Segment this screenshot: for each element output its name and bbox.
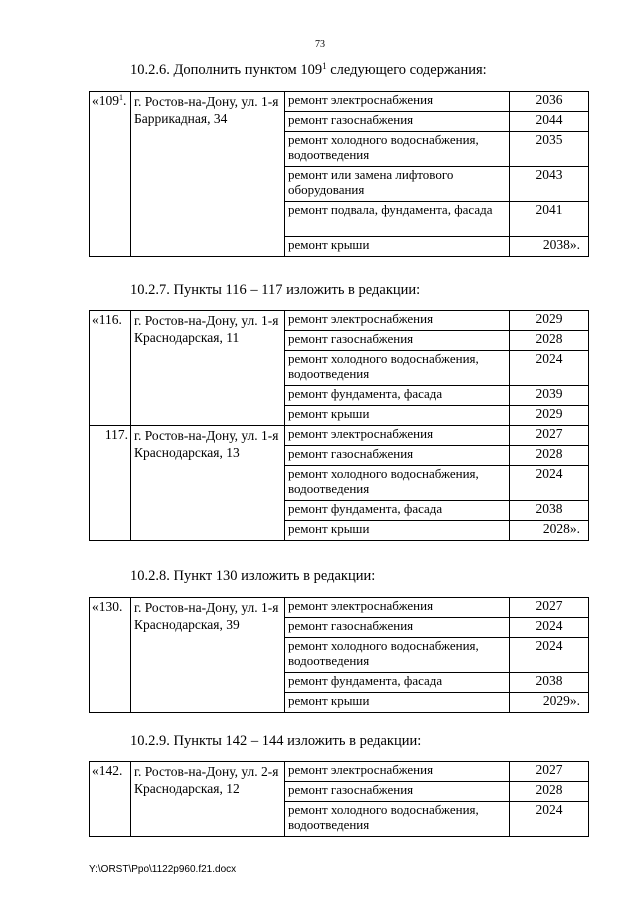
- table-items-116-117: [89, 310, 589, 541]
- work-cell: ремонт газоснабжения: [285, 446, 510, 466]
- work-cell: ремонт холодного водоснабжения, водоотведения: [285, 351, 510, 386]
- year-cell: 2027: [510, 762, 589, 782]
- item-number: «142.: [90, 762, 131, 837]
- year-cell: 2044: [510, 112, 589, 132]
- section-heading-10-2-7: 10.2.7. Пункты 116 – 117 изложить в редакции:: [130, 282, 421, 298]
- year-cell: 2024: [510, 802, 589, 837]
- work-cell: ремонт холодного водоснабжения, водоотведения: [285, 638, 510, 673]
- work-cell: ремонт крыши: [285, 406, 510, 426]
- work-cell: ремонт холодного водоснабжения, водоотведения: [285, 802, 510, 837]
- item-number: 117.: [90, 426, 131, 541]
- address-cell: г. Ростов-на-Дону, ул. 2-я Краснодарская, 12: [131, 762, 285, 837]
- year-cell: 2043: [510, 167, 589, 202]
- table-item-142: [89, 761, 589, 837]
- year-cell: 2039: [510, 386, 589, 406]
- work-cell: ремонт газоснабжения: [285, 331, 510, 351]
- year-cell: 2036: [510, 92, 589, 112]
- work-cell: ремонт холодного водоснабжения, водоотведения: [285, 132, 510, 167]
- work-cell: ремонт газоснабжения: [285, 112, 510, 132]
- work-cell: ремонт газоснабжения: [285, 618, 510, 638]
- year-cell: 2024: [510, 466, 589, 501]
- work-cell: ремонт электроснабжения: [285, 92, 510, 112]
- footer-file-path: Y:\ORST\Ppo\1122p960.f21.docx: [89, 864, 237, 875]
- work-cell: ремонт электроснабжения: [285, 311, 510, 331]
- section-heading-10-2-9: 10.2.9. Пункты 142 – 144 изложить в редакции:: [130, 733, 422, 749]
- year-cell: 2041: [510, 202, 589, 237]
- year-cell: 2027: [510, 426, 589, 446]
- item-number: «116.: [90, 311, 131, 426]
- address-cell: г. Ростов-на-Дону, ул. 1-я Краснодарская, 13: [131, 426, 285, 541]
- year-cell: 2038: [510, 673, 589, 693]
- year-cell: 2038: [510, 501, 589, 521]
- work-cell: ремонт крыши: [285, 693, 510, 713]
- work-cell: ремонт фундамента, фасада: [285, 501, 510, 521]
- year-cell: 2028: [510, 782, 589, 802]
- work-cell: ремонт газоснабжения: [285, 782, 510, 802]
- work-cell: ремонт или замена лифтового оборудования: [285, 167, 510, 202]
- year-cell: 2029: [510, 311, 589, 331]
- work-cell: ремонт холодного водоснабжения, водоотведения: [285, 466, 510, 501]
- address-cell: г. Ростов-на-Дону, ул. 1-я Баррикадная, 34: [131, 92, 285, 257]
- year-cell: 2024: [510, 638, 589, 673]
- item-number: «130.: [90, 598, 131, 713]
- year-cell: 2024: [510, 351, 589, 386]
- work-cell: ремонт электроснабжения: [285, 598, 510, 618]
- work-cell: ремонт электроснабжения: [285, 426, 510, 446]
- year-cell: 2029».: [510, 693, 589, 713]
- year-cell: 2029: [510, 406, 589, 426]
- year-cell: 2028».: [510, 521, 589, 541]
- section-heading-10-2-8: 10.2.8. Пункт 130 изложить в редакции:: [130, 568, 376, 584]
- year-cell: 2027: [510, 598, 589, 618]
- work-cell: ремонт фундамента, фасада: [285, 673, 510, 693]
- year-cell: 2035: [510, 132, 589, 167]
- year-cell: 2028: [510, 331, 589, 351]
- item-number: «$109^1$.: [90, 92, 131, 257]
- year-cell: 2028: [510, 446, 589, 466]
- address-cell: г. Ростов-на-Дону, ул. 1-я Краснодарская, 11: [131, 311, 285, 426]
- work-cell: ремонт фундамента, фасада: [285, 386, 510, 406]
- year-cell: 2024: [510, 618, 589, 638]
- work-cell: ремонт электроснабжения: [285, 762, 510, 782]
- work-cell: ремонт крыши: [285, 237, 510, 257]
- table-item-130: [89, 597, 589, 713]
- address-cell: г. Ростов-на-Дону, ул. 1-я Краснодарская, 39: [131, 598, 285, 713]
- work-cell: ремонт крыши: [285, 521, 510, 541]
- year-cell: 2038».: [510, 237, 589, 257]
- section-heading-10-2-6: 10.2.6. Дополнить пунктом $109^1$ следующего содержания:: [130, 61, 487, 78]
- table-item-109-1: [89, 91, 589, 257]
- page-number: 73: [315, 39, 325, 50]
- work-cell: ремонт подвала, фундамента, фасада: [285, 202, 510, 237]
